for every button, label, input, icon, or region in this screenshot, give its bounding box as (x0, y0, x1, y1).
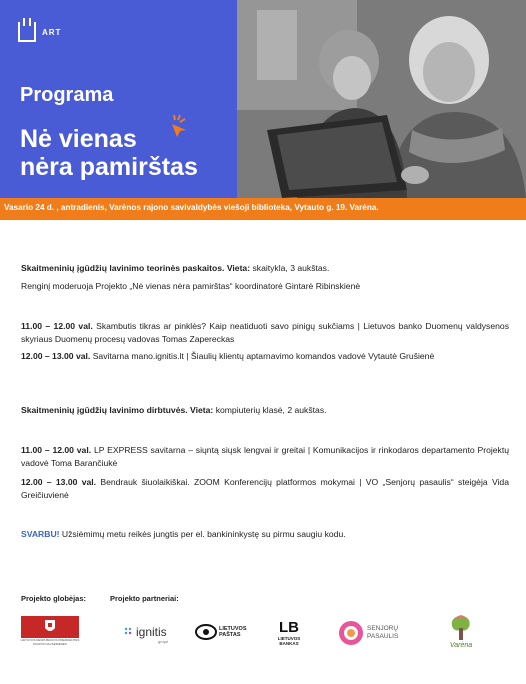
event-title (20, 125, 235, 181)
session4-text: Bendrauk šiuolaikiškai. ZOOM Konferencijų platformos mokymai | VO „Senjorų pasaulis“ steigėja Vida Greičiuvienė (21, 477, 509, 500)
session4 (21, 476, 509, 502)
varena-text: Varėna (449, 642, 473, 649)
section1-venue: skaitykla, 3 aukštas. (252, 263, 330, 273)
senjoru-pasaulis-logo (338, 620, 398, 646)
photo-illustration (237, 0, 526, 198)
lb-line2: BANKAS (279, 641, 299, 646)
session2 (21, 350, 509, 363)
senjoru-text (367, 625, 398, 641)
ignitis-text: ignitis (136, 625, 167, 639)
session3-text: LP EXPRESS savitarna – siųntą siųsk lengvai ir greitai | Komunikacijos ir rinkodaros departamento Projektų vadovė Toma Barančiukė (21, 445, 509, 468)
important-notice (21, 528, 509, 541)
session1 (21, 320, 509, 346)
ignitis-dots-icon (124, 627, 134, 637)
section2-heading-line (21, 404, 509, 417)
session3 (21, 444, 509, 470)
section2-venue-label: Vieta: (190, 405, 214, 415)
patron-caption: LIETUVOS RESPUBLIKOS PREZIDENTĖS DIANOS NAUSĖDIENĖS (20, 638, 80, 646)
session3-time: 11.00 – 12.00 val. (21, 445, 92, 455)
header-banner (0, 0, 526, 198)
lb-line1: LIETUVOS (277, 636, 301, 641)
lp-text (219, 626, 247, 638)
session4-time: 12.00 – 13.00 val. (21, 477, 97, 487)
senjoru-circle-icon (338, 620, 364, 646)
senjoru-line1: SENJORŲ (367, 625, 399, 632)
notice-label: SVARBU! (21, 529, 60, 539)
art-logo-text: ART (42, 27, 62, 37)
varena-logo (443, 612, 479, 650)
event-info-bar (0, 198, 526, 220)
session1-text: Skambutis tikras ar pinklės? Kaip neatiduoti savo pinigų sukčiams | Lietuvos banko Duomenų valdysenos skyriaus Duomenų procesų vadovas Tomas Zapereckas (21, 321, 509, 344)
lietuvos-bankas-logo (271, 620, 307, 646)
session1-time: 11.00 – 12.00 val. (21, 321, 93, 331)
section1-heading: Skaitmeninių įgūdžių lavinimo teorinės paskaitos. (21, 263, 225, 273)
header-blue-panel (0, 0, 237, 198)
header-photo (237, 0, 526, 198)
event-location: Varėnos rajono savivaldybės viešoji biblioteka, Vytauto g. 19. Varėna. (109, 203, 379, 212)
ignitis-logo (124, 625, 169, 644)
ignitis-sub: grupė (158, 639, 169, 644)
event-title-line2: nėra pamirštas (20, 153, 198, 181)
art-logo-icon (18, 22, 36, 42)
post-horn-icon (195, 624, 217, 640)
art-logo (18, 22, 61, 42)
section1-venue-label: Vieta: (226, 263, 251, 273)
section1-heading-line (21, 262, 509, 275)
section1-moderator: Renginį moderuoja Projekto „Nė vienas nėra pamirštas“ koordinatorė Gintarė Ribinskienė (21, 281, 361, 291)
section2-heading: Skaitmeninių įgūdžių lavinimo dirbtuvės. (21, 405, 188, 415)
presidential-emblem-icon (21, 616, 79, 638)
session2-text: Savitarna mano.ignitis.lt | Šiaulių klientų aptarnavimo komandos vadovė Vytautė Grušienė (92, 351, 435, 361)
lietuvos-pastas-logo (195, 624, 247, 640)
program-label: Programa (20, 84, 114, 106)
session2-time: 12.00 – 13.00 val. (21, 351, 91, 361)
senjoru-line2: PASAULIS (367, 633, 399, 640)
notice-text: Užsiėmimų metu reikės jungtis per el. bankininkystę su pirmu saugiu kodu. (61, 529, 346, 539)
lp-line2: PAŠTAS (219, 632, 241, 638)
varena-tree-icon (446, 612, 476, 642)
section2-venue: kompiuterių klasė, 2 aukštas. (215, 405, 327, 415)
patron-logo (20, 616, 80, 646)
partners-label: Projekto partneriai: (110, 594, 179, 603)
lb-mark: LB (279, 619, 299, 636)
event-title-line1: Nė vienas (20, 125, 137, 153)
patron-label: Projekto globėjas: (21, 594, 87, 603)
lp-line1: LIETUVOS (219, 626, 247, 632)
event-date: Vasario 24 d. , antradienis, (4, 203, 107, 212)
